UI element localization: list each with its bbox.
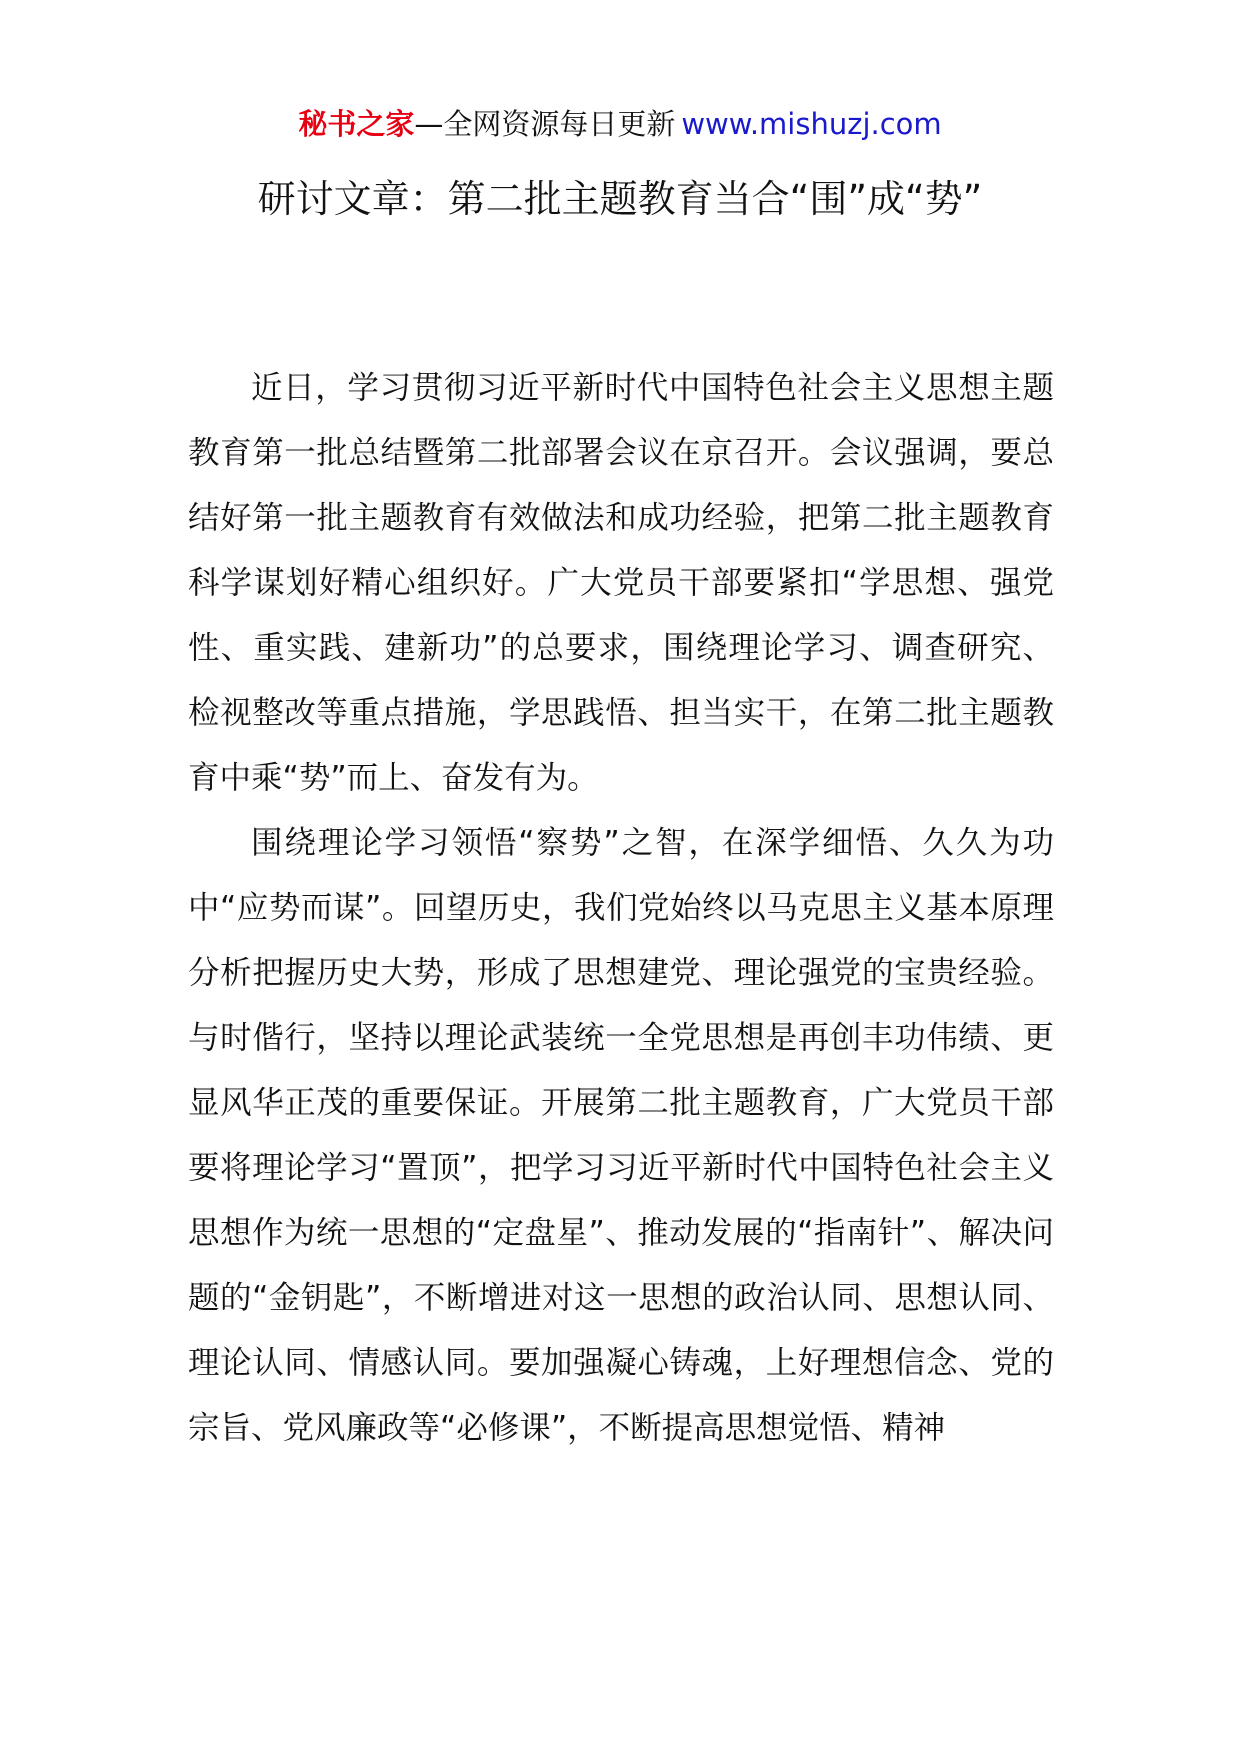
- paragraph-1: 近日，学习贯彻习近平新时代中国特色社会主义思想主题教育第一批总结暨第二批部署会议在京召开。会议强调，要总结好第一批主题教育有效做法和成功经验，把第二批主题教育科学谋划好精心组织好。广大党员干部要紧扣“学思想、强党性、重实践、建新功”的总要求，围绕理论学习、调查研究、检视整改等重点措施，学思践悟、担当实干，在第二批主题教育中乘“势”而上、奋发有为。: [188, 370, 1054, 796]
- document-title: 研讨文章：第二批主题教育当合“围”成“势”: [257, 177, 983, 221]
- site-url-link[interactable]: www.mishuzj.com: [681, 107, 942, 141]
- document-body: [188, 356, 1054, 1461]
- paragraph-2: 围绕理论学习领悟“察势”之智，在深学细悟、久久为功中“应势而谋”。回望历史，我们党始终以马克思主义基本原理分析把握历史大势，形成了思想建党、理论强党的宝贵经验。与时偕行，坚持以理论武装统一全党思想是再创丰功伟绩、更显风华正茂的重要保证。开展第二批主题教育，广大党员干部要将理论学习“置顶”，把学习习近平新时代中国特色社会主义思想作为统一思想的“定盘星”、推动发展的“指南针”、解决问题的“金钥匙”，不断增进对这一思想的政治认同、思想认同、理论认同、情感认同。要加强凝心铸魂，上好理想信念、党的宗旨、党风廉政等“必修课”，不断提高思想觉悟、精神: [188, 825, 1054, 1446]
- site-header: [0, 104, 1240, 144]
- header-slogan: —全网资源每日更新: [414, 107, 676, 141]
- brand-name: 秘书之家: [298, 107, 415, 141]
